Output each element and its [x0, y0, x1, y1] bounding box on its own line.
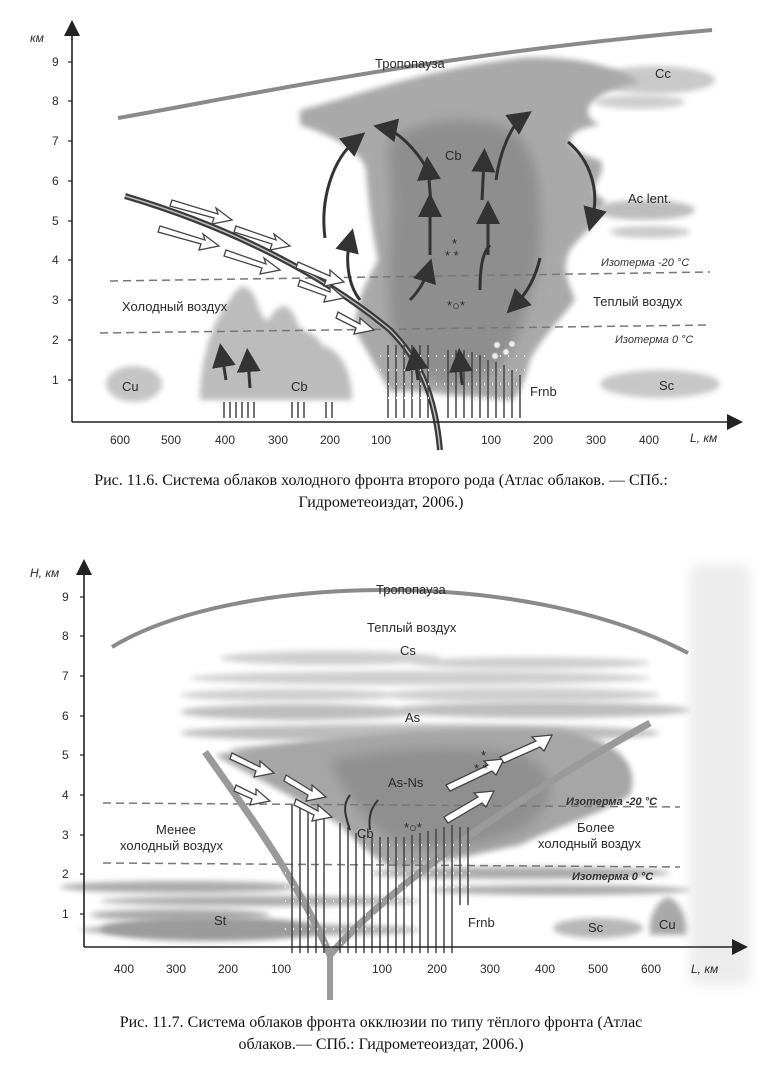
label-cold-air: Холодный воздух	[122, 299, 228, 314]
figure-occlusion-front	[0, 545, 762, 1005]
svg-text:3: 3	[52, 293, 59, 307]
svg-text:100: 100	[270, 962, 292, 976]
label-sc-2: Sc	[588, 920, 604, 935]
label-warm-air-2: Теплый воздух	[367, 620, 457, 635]
svg-text:200: 200	[532, 433, 554, 447]
y-axis-label: км	[30, 31, 44, 45]
label-sc: Sc	[659, 378, 675, 393]
figure1-caption-line1: Рис. 11.6. Система облаков холодного фронта второго рода (Атлас облаков. — СПб.:	[94, 472, 668, 489]
label-tropopause-2: Тропопауза	[376, 582, 446, 597]
svg-text:4: 4	[62, 788, 69, 802]
st-cloud	[100, 917, 320, 941]
svg-text:* *: * *	[474, 761, 488, 776]
svg-text:1: 1	[62, 907, 69, 921]
svg-text:7: 7	[52, 134, 59, 148]
svg-text:600: 600	[109, 433, 131, 447]
label-less-cold-2: холодный воздух	[120, 838, 224, 853]
label-tropopause: Тропопауза	[375, 56, 445, 71]
label-cu: Cu	[122, 379, 139, 394]
svg-text:6: 6	[52, 174, 59, 188]
svg-text:400: 400	[534, 962, 556, 976]
label-cb-2: Cb	[357, 826, 374, 841]
svg-text:100: 100	[371, 962, 393, 976]
label-isotherm-zero: Изотерма 0 °С	[615, 334, 694, 346]
svg-text:*○*: *○*	[447, 298, 465, 313]
svg-text:400: 400	[214, 433, 236, 447]
svg-text:500: 500	[587, 962, 609, 976]
svg-text:2: 2	[52, 333, 59, 347]
svg-text:200: 200	[426, 962, 448, 976]
label-warm-air: Теплый воздух	[593, 294, 683, 309]
svg-text:4: 4	[52, 253, 59, 267]
label-st: St	[214, 913, 227, 928]
y-tick-labels	[52, 55, 59, 387]
label-cs: Cs	[400, 643, 416, 658]
svg-text:300: 300	[165, 962, 187, 976]
label-isotherm-minus20: Изотерма -20 °С	[601, 257, 690, 269]
svg-text:100: 100	[370, 433, 392, 447]
figure2-caption-line1: Рис. 11.7. Система облаков фронта окклюзии по типу тёплого фронта (Атлас	[119, 1014, 643, 1031]
ac-lent-cloud-2	[610, 226, 690, 238]
x-axis-label-2: L, км	[691, 962, 719, 976]
label-cu-2: Cu	[659, 917, 676, 932]
svg-text:500: 500	[160, 433, 182, 447]
svg-text:*: *	[452, 236, 458, 251]
y-axis-label-2: H, км	[30, 566, 60, 580]
background-shading	[690, 565, 750, 985]
svg-text:8: 8	[52, 94, 59, 108]
label-cb-top: Cb	[445, 148, 462, 163]
svg-text:300: 300	[267, 433, 289, 447]
svg-text:3: 3	[62, 828, 69, 842]
label-as: As	[405, 710, 421, 725]
cb-low-precipitation	[224, 402, 332, 418]
svg-text:*: *	[481, 748, 487, 763]
svg-text:* *: * *	[445, 248, 459, 263]
svg-text:300: 300	[479, 962, 501, 976]
x-axis-label: L, км	[690, 431, 718, 445]
svg-text:200: 200	[319, 433, 341, 447]
label-less-cold-1: Менее	[156, 822, 196, 837]
svg-text:400: 400	[638, 433, 660, 447]
cc-cloud-2	[595, 95, 685, 109]
label-more-cold-1: Более	[577, 820, 615, 835]
figure1-caption	[0, 470, 762, 514]
cs-cloud-layers	[180, 651, 660, 702]
x-tick-labels-2	[114, 962, 661, 976]
y-tick-labels-2	[62, 590, 69, 921]
svg-text:2: 2	[62, 867, 69, 881]
label-ac-lent: Ac lent.	[628, 191, 672, 206]
svg-text:6: 6	[62, 709, 69, 723]
label-frnb: Frnb	[530, 384, 557, 399]
svg-text:5: 5	[52, 214, 59, 228]
figure2-caption	[0, 1012, 762, 1056]
label-isotherm-minus20-2: Изотерма -20 °С	[566, 796, 658, 808]
svg-text:200: 200	[217, 962, 239, 976]
svg-text:100: 100	[480, 433, 502, 447]
svg-text:300: 300	[585, 433, 607, 447]
label-cc: Cc	[655, 66, 671, 81]
label-more-cold-2: холодный воздух	[538, 836, 642, 851]
svg-text:7: 7	[62, 669, 69, 683]
label-cb-low: Cb	[291, 379, 308, 394]
svg-text:1: 1	[52, 373, 59, 387]
label-frnb-2: Frnb	[468, 915, 495, 930]
svg-text:600: 600	[640, 962, 662, 976]
x-tick-labels	[110, 433, 659, 447]
svg-text:*○*: *○*	[404, 820, 422, 835]
label-isotherm-zero-2: Изотерма 0 °С	[572, 871, 654, 883]
figure-cold-front	[0, 0, 762, 470]
svg-text:400: 400	[113, 962, 135, 976]
figure2-caption-line2: облаков.— СПб.: Гидрометеоиздат, 2006.)	[238, 1036, 524, 1053]
svg-text:9: 9	[52, 55, 59, 69]
figure1-caption-line2: Гидрометеоиздат, 2006.)	[298, 494, 464, 511]
svg-text:9: 9	[62, 590, 69, 604]
svg-text:5: 5	[62, 748, 69, 762]
svg-text:8: 8	[62, 629, 69, 643]
label-as-ns: As-Ns	[388, 775, 424, 790]
